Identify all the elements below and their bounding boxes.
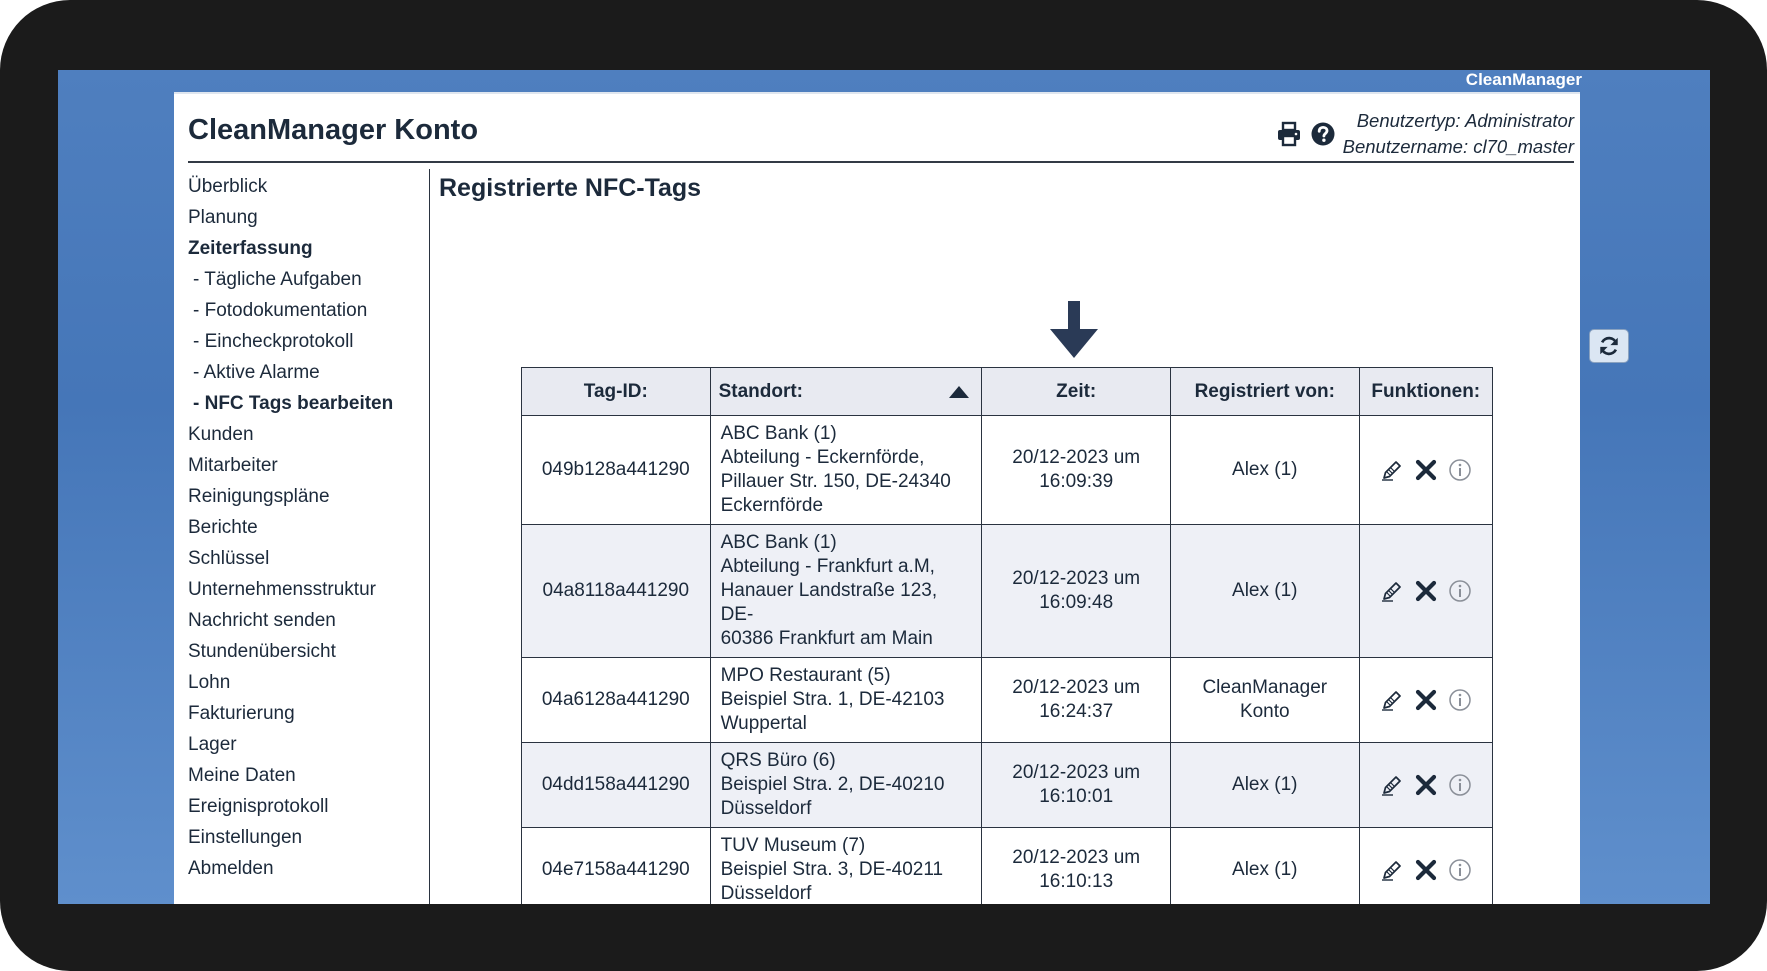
cell-zeit-line: 16:09:48 bbox=[1039, 592, 1114, 613]
cell-standort bbox=[710, 743, 982, 828]
cell-zeit-line: 20/12-2023 um bbox=[1012, 677, 1141, 698]
print-icon[interactable] bbox=[1276, 121, 1302, 147]
cell-standort-line: Düsseldorf bbox=[720, 883, 812, 904]
refresh-button[interactable] bbox=[1589, 329, 1629, 363]
header-tag-id[interactable]: Tag-ID: bbox=[522, 368, 711, 416]
help-icon[interactable] bbox=[1310, 121, 1336, 147]
info-icon[interactable] bbox=[1448, 773, 1472, 797]
delete-icon[interactable] bbox=[1414, 458, 1438, 482]
cell-standort-line: Beispiel Stra. 1, DE-42103 bbox=[720, 689, 945, 710]
row-actions bbox=[1370, 458, 1482, 482]
cell-standort-line: Eckernförde bbox=[720, 495, 824, 516]
cell-standort bbox=[710, 525, 982, 658]
sidebar-item-ereignisprotokoll[interactable]: Ereignisprotokoll bbox=[188, 796, 329, 817]
sidebar-item-eincheckprotokoll[interactable]: - Eincheckprotokoll bbox=[193, 331, 354, 352]
row-actions bbox=[1370, 688, 1482, 712]
brand-label: CleanManager bbox=[1465, 70, 1582, 89]
cell-standort-line: Abteilung - Frankfurt a.M, bbox=[720, 556, 935, 577]
cell-tag-id: 049b128a441290 bbox=[522, 416, 711, 525]
cell-tag-id: 04e7158a441290 bbox=[522, 828, 711, 905]
cell-funktionen bbox=[1359, 828, 1492, 905]
page-title: Registrierte NFC-Tags bbox=[439, 174, 702, 202]
app-window bbox=[174, 92, 1580, 904]
cell-registriert-von bbox=[1170, 525, 1359, 658]
sidebar-item-nfc-tags-bearbeiten[interactable]: - NFC Tags bearbeiten bbox=[193, 393, 394, 414]
table-row bbox=[522, 658, 1493, 743]
sidebar-item-fotodokumentation[interactable]: - Fotodokumentation bbox=[193, 300, 368, 321]
sidebar-item-lager[interactable]: Lager bbox=[188, 734, 237, 755]
header-zeit[interactable]: Zeit: bbox=[982, 368, 1171, 416]
window-header bbox=[188, 94, 1574, 163]
edit-icon[interactable] bbox=[1380, 458, 1404, 482]
user-name: Benutzername: cl70_master bbox=[1342, 136, 1574, 157]
delete-icon[interactable] bbox=[1414, 688, 1438, 712]
sidebar-item-zeiterfassung[interactable]: Zeiterfassung bbox=[188, 238, 313, 259]
cell-zeit bbox=[982, 416, 1171, 525]
cell-standort bbox=[710, 416, 982, 525]
table-row bbox=[522, 743, 1493, 828]
cell-zeit bbox=[982, 658, 1171, 743]
table-row bbox=[522, 525, 1493, 658]
row-actions bbox=[1370, 579, 1482, 603]
desktop-screen bbox=[58, 70, 1710, 904]
sidebar-item-meine-daten[interactable]: Meine Daten bbox=[188, 765, 296, 786]
row-actions bbox=[1370, 858, 1482, 882]
user-info bbox=[1343, 108, 1574, 160]
cell-standort bbox=[710, 658, 982, 743]
sidebar-item-kunden[interactable]: Kunden bbox=[188, 424, 254, 445]
info-icon[interactable] bbox=[1448, 458, 1472, 482]
info-icon[interactable] bbox=[1448, 858, 1472, 882]
cell-funktionen bbox=[1359, 658, 1492, 743]
cell-funktionen bbox=[1359, 416, 1492, 525]
cell-zeit-line: 20/12-2023 um bbox=[1012, 762, 1141, 783]
table-header-row bbox=[522, 368, 1493, 416]
cell-zeit-line: 20/12-2023 um bbox=[1012, 568, 1141, 589]
sidebar-divider bbox=[429, 169, 430, 904]
cell-zeit-line: 20/12-2023 um bbox=[1012, 447, 1141, 468]
sidebar-item-stundenuebersicht[interactable]: Stundenübersicht bbox=[188, 641, 336, 662]
sidebar-item-berichte[interactable]: Berichte bbox=[188, 517, 258, 538]
cell-tag-id: 04dd158a441290 bbox=[522, 743, 711, 828]
cell-zeit bbox=[982, 828, 1171, 905]
row-actions bbox=[1370, 773, 1482, 797]
cell-standort-line: 60386 Frankfurt am Main bbox=[720, 628, 933, 649]
table-row bbox=[522, 828, 1493, 905]
sidebar-item-ueberblick[interactable]: Überblick bbox=[188, 176, 268, 197]
sidebar-item-schluessel[interactable]: Schlüssel bbox=[188, 548, 270, 569]
sidebar-item-lohn[interactable]: Lohn bbox=[188, 672, 231, 693]
cell-registriert-von-line: Konto bbox=[1239, 701, 1290, 722]
down-arrow-icon bbox=[1048, 301, 1100, 361]
cell-registriert-von-line: CleanManager bbox=[1202, 677, 1328, 698]
sidebar-item-nachricht-senden[interactable]: Nachricht senden bbox=[188, 610, 336, 631]
header-standort[interactable] bbox=[710, 368, 982, 416]
sidebar-item-planung[interactable]: Planung bbox=[188, 207, 258, 228]
header-icons bbox=[1276, 121, 1336, 147]
edit-icon[interactable] bbox=[1380, 579, 1404, 603]
sidebar-item-mitarbeiter[interactable]: Mitarbeiter bbox=[188, 455, 278, 476]
delete-icon[interactable] bbox=[1414, 579, 1438, 603]
sidebar-item-reinigungsplaene[interactable]: Reinigungspläne bbox=[188, 486, 330, 507]
cell-registriert-von bbox=[1170, 416, 1359, 525]
cell-registriert-von-line: Alex (1) bbox=[1232, 859, 1298, 880]
cell-registriert-von-line: Alex (1) bbox=[1232, 459, 1298, 480]
edit-icon[interactable] bbox=[1380, 773, 1404, 797]
cell-registriert-von bbox=[1170, 658, 1359, 743]
sidebar-item-unternehmensstruktur[interactable]: Unternehmensstruktur bbox=[188, 579, 376, 600]
cell-standort-line: Düsseldorf bbox=[720, 798, 812, 819]
cell-registriert-von bbox=[1170, 743, 1359, 828]
refresh-icon bbox=[1598, 335, 1620, 357]
cell-standort-line: Wuppertal bbox=[720, 713, 807, 734]
delete-icon[interactable] bbox=[1414, 858, 1438, 882]
sort-ascending-icon bbox=[949, 386, 969, 398]
edit-icon[interactable] bbox=[1380, 688, 1404, 712]
user-type: Benutzertyp: Administrator bbox=[1356, 110, 1574, 131]
cell-standort-line: ABC Bank (1) bbox=[720, 532, 837, 553]
table-row bbox=[522, 416, 1493, 525]
cell-standort-line: Hanauer Landstraße 123, DE- bbox=[720, 580, 938, 625]
header-standort-label: Standort: bbox=[718, 380, 804, 402]
cell-standort-line: Beispiel Stra. 3, DE-40211 bbox=[720, 859, 944, 880]
cell-standort-line: Beispiel Stra. 2, DE-40210 bbox=[720, 774, 945, 795]
sidebar-nav bbox=[188, 171, 428, 884]
sidebar-item-taegliche-aufgaben[interactable]: - Tägliche Aufgaben bbox=[193, 269, 362, 290]
delete-icon[interactable] bbox=[1414, 773, 1438, 797]
nfc-tags-table bbox=[521, 367, 1493, 904]
cell-registriert-von-line: Alex (1) bbox=[1232, 580, 1298, 601]
cell-standort-line: MPO Restaurant (5) bbox=[720, 665, 891, 686]
cell-standort-line: Pillauer Str. 150, DE-24340 bbox=[720, 471, 951, 492]
cell-standort-line: QRS Büro (6) bbox=[720, 750, 836, 771]
cell-zeit bbox=[982, 525, 1171, 658]
cell-standort-line: ABC Bank (1) bbox=[720, 423, 837, 444]
cell-tag-id: 04a8118a441290 bbox=[522, 525, 711, 658]
info-icon[interactable] bbox=[1448, 688, 1472, 712]
cell-funktionen bbox=[1359, 743, 1492, 828]
cell-registriert-von-line: Alex (1) bbox=[1232, 774, 1298, 795]
header-funktionen: Funktionen: bbox=[1359, 368, 1492, 416]
header-registriert-von[interactable]: Registriert von: bbox=[1170, 368, 1359, 416]
edit-icon[interactable] bbox=[1380, 858, 1404, 882]
cell-standort-line: TUV Museum (7) bbox=[720, 835, 866, 856]
cell-zeit-line: 16:09:39 bbox=[1039, 471, 1114, 492]
sidebar-item-einstellungen[interactable]: Einstellungen bbox=[188, 827, 303, 848]
sidebar-item-abmelden[interactable]: Abmelden bbox=[188, 858, 274, 879]
cell-standort-line: Abteilung - Eckernförde, bbox=[720, 447, 925, 468]
cell-tag-id: 04a6128a441290 bbox=[522, 658, 711, 743]
cell-zeit-line: 20/12-2023 um bbox=[1012, 847, 1141, 868]
cell-funktionen bbox=[1359, 525, 1492, 658]
app-title: CleanManager Konto bbox=[188, 114, 479, 146]
cell-zeit-line: 16:24:37 bbox=[1039, 701, 1114, 722]
info-icon[interactable] bbox=[1448, 579, 1472, 603]
cell-standort bbox=[710, 828, 982, 905]
sidebar-item-aktive-alarme[interactable]: - Aktive Alarme bbox=[193, 362, 320, 383]
cell-registriert-von bbox=[1170, 828, 1359, 905]
cell-zeit-line: 16:10:01 bbox=[1039, 786, 1114, 807]
sidebar-item-fakturierung[interactable]: Fakturierung bbox=[188, 703, 295, 724]
cell-zeit-line: 16:10:13 bbox=[1039, 871, 1114, 892]
cell-zeit bbox=[982, 743, 1171, 828]
